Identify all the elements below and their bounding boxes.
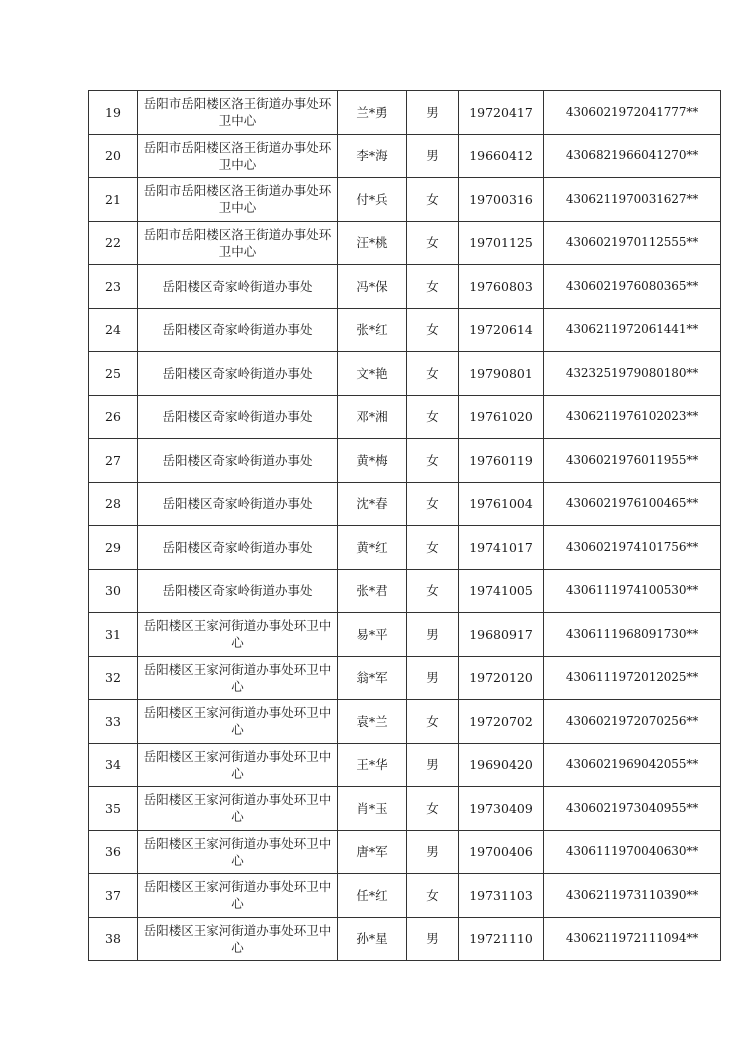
- id-number-cell: 4306021972041777**: [544, 91, 721, 135]
- person-name-cell: 张*君: [338, 569, 407, 613]
- table-row: [89, 134, 721, 178]
- work-unit-cell: 岳阳市岳阳楼区洛王街道办事处环卫中心: [138, 134, 338, 178]
- person-name-cell: 袁*兰: [338, 700, 407, 744]
- id-number-cell: 4306111970040630**: [544, 830, 721, 874]
- birth-date-cell: 19741005: [459, 569, 544, 613]
- gender-cell: 女: [407, 352, 459, 396]
- work-unit-cell: 岳阳市岳阳楼区洛王街道办事处环卫中心: [138, 178, 338, 222]
- id-number-cell: 4306821966041270**: [544, 134, 721, 178]
- person-name-cell: 张*红: [338, 308, 407, 352]
- work-unit-cell: 岳阳市岳阳楼区洛王街道办事处环卫中心: [138, 91, 338, 135]
- row-number-cell: 33: [89, 700, 138, 744]
- id-number-cell: 4306021976080365**: [544, 265, 721, 309]
- person-name-cell: 肖*玉: [338, 787, 407, 831]
- table-row: [89, 787, 721, 831]
- person-name-cell: 任*红: [338, 874, 407, 918]
- table-row: [89, 569, 721, 613]
- row-number-cell: 34: [89, 743, 138, 787]
- birth-date-cell: 19721110: [459, 917, 544, 961]
- gender-cell: 女: [407, 308, 459, 352]
- work-unit-cell: 岳阳楼区王家河街道办事处环卫中心: [138, 656, 338, 700]
- work-unit-cell: 岳阳楼区奇家岭街道办事处: [138, 482, 338, 526]
- person-name-cell: 邓*湘: [338, 395, 407, 439]
- gender-cell: 男: [407, 656, 459, 700]
- gender-cell: 男: [407, 613, 459, 657]
- id-number-cell: 4306211973110390**: [544, 874, 721, 918]
- birth-date-cell: 19720417: [459, 91, 544, 135]
- row-number-cell: 20: [89, 134, 138, 178]
- birth-date-cell: 19660412: [459, 134, 544, 178]
- gender-cell: 男: [407, 743, 459, 787]
- person-name-cell: 唐*军: [338, 830, 407, 874]
- id-number-cell: 4306021969042055**: [544, 743, 721, 787]
- table-row: [89, 482, 721, 526]
- person-name-cell: 孙*星: [338, 917, 407, 961]
- id-number-cell: 4306211972111094**: [544, 917, 721, 961]
- work-unit-cell: 岳阳楼区奇家岭街道办事处: [138, 526, 338, 570]
- birth-date-cell: 19720702: [459, 700, 544, 744]
- birth-date-cell: 19720120: [459, 656, 544, 700]
- gender-cell: 男: [407, 134, 459, 178]
- person-name-cell: 易*平: [338, 613, 407, 657]
- row-number-cell: 21: [89, 178, 138, 222]
- gender-cell: 女: [407, 874, 459, 918]
- table-row: [89, 874, 721, 918]
- id-number-cell: 4306021976100465**: [544, 482, 721, 526]
- person-name-cell: 黄*红: [338, 526, 407, 570]
- gender-cell: 女: [407, 526, 459, 570]
- table-row: [89, 917, 721, 961]
- birth-date-cell: 19720614: [459, 308, 544, 352]
- birth-date-cell: 19730409: [459, 787, 544, 831]
- person-name-cell: 沈*春: [338, 482, 407, 526]
- gender-cell: 男: [407, 830, 459, 874]
- birth-date-cell: 19741017: [459, 526, 544, 570]
- row-number-cell: 36: [89, 830, 138, 874]
- table-row: [89, 395, 721, 439]
- table-row: [89, 308, 721, 352]
- gender-cell: 女: [407, 787, 459, 831]
- table-row: [89, 91, 721, 135]
- work-unit-cell: 岳阳楼区奇家岭街道办事处: [138, 439, 338, 483]
- table-row: [89, 830, 721, 874]
- work-unit-cell: 岳阳楼区奇家岭街道办事处: [138, 308, 338, 352]
- row-number-cell: 37: [89, 874, 138, 918]
- work-unit-cell: 岳阳楼区王家河街道办事处环卫中心: [138, 787, 338, 831]
- work-unit-cell: 岳阳楼区王家河街道办事处环卫中心: [138, 874, 338, 918]
- person-name-cell: 兰*勇: [338, 91, 407, 135]
- table-row: [89, 700, 721, 744]
- person-name-cell: 王*华: [338, 743, 407, 787]
- id-number-cell: 4306111974100530**: [544, 569, 721, 613]
- person-name-cell: 付*兵: [338, 178, 407, 222]
- row-number-cell: 30: [89, 569, 138, 613]
- row-number-cell: 27: [89, 439, 138, 483]
- birth-date-cell: 19731103: [459, 874, 544, 918]
- birth-date-cell: 19700316: [459, 178, 544, 222]
- birth-date-cell: 19680917: [459, 613, 544, 657]
- person-name-cell: 汪*桃: [338, 221, 407, 265]
- work-unit-cell: 岳阳楼区王家河街道办事处环卫中心: [138, 743, 338, 787]
- work-unit-cell: 岳阳市岳阳楼区洛王街道办事处环卫中心: [138, 221, 338, 265]
- person-name-cell: 李*海: [338, 134, 407, 178]
- work-unit-cell: 岳阳楼区王家河街道办事处环卫中心: [138, 613, 338, 657]
- person-name-cell: 文*艳: [338, 352, 407, 396]
- id-number-cell: 4306021976011955**: [544, 439, 721, 483]
- gender-cell: 女: [407, 569, 459, 613]
- gender-cell: 女: [407, 178, 459, 222]
- table-row: [89, 221, 721, 265]
- birth-date-cell: 19690420: [459, 743, 544, 787]
- id-number-cell: 4306111968091730**: [544, 613, 721, 657]
- person-name-cell: 冯*保: [338, 265, 407, 309]
- roster-table: [88, 90, 721, 961]
- table-row: [89, 178, 721, 222]
- gender-cell: 男: [407, 917, 459, 961]
- table-row: [89, 743, 721, 787]
- birth-date-cell: 19701125: [459, 221, 544, 265]
- table-row: [89, 613, 721, 657]
- birth-date-cell: 19700406: [459, 830, 544, 874]
- work-unit-cell: 岳阳楼区奇家岭街道办事处: [138, 265, 338, 309]
- gender-cell: 女: [407, 439, 459, 483]
- id-number-cell: 4323251979080180**: [544, 352, 721, 396]
- row-number-cell: 24: [89, 308, 138, 352]
- work-unit-cell: 岳阳楼区王家河街道办事处环卫中心: [138, 700, 338, 744]
- id-number-cell: 4306211970031627**: [544, 178, 721, 222]
- work-unit-cell: 岳阳楼区王家河街道办事处环卫中心: [138, 917, 338, 961]
- person-name-cell: 黄*梅: [338, 439, 407, 483]
- id-number-cell: 4306021974101756**: [544, 526, 721, 570]
- id-number-cell: 4306211976102023**: [544, 395, 721, 439]
- row-number-cell: 35: [89, 787, 138, 831]
- table-row: [89, 265, 721, 309]
- row-number-cell: 32: [89, 656, 138, 700]
- gender-cell: 女: [407, 482, 459, 526]
- person-name-cell: 翁*军: [338, 656, 407, 700]
- row-number-cell: 28: [89, 482, 138, 526]
- birth-date-cell: 19760803: [459, 265, 544, 309]
- table-row: [89, 526, 721, 570]
- id-number-cell: 4306211972061441**: [544, 308, 721, 352]
- id-number-cell: 4306021973040955**: [544, 787, 721, 831]
- gender-cell: 女: [407, 395, 459, 439]
- gender-cell: 女: [407, 700, 459, 744]
- work-unit-cell: 岳阳楼区奇家岭街道办事处: [138, 569, 338, 613]
- work-unit-cell: 岳阳楼区奇家岭街道办事处: [138, 352, 338, 396]
- roster-table-body: [89, 91, 721, 961]
- gender-cell: 女: [407, 265, 459, 309]
- row-number-cell: 23: [89, 265, 138, 309]
- id-number-cell: 4306021972070256**: [544, 700, 721, 744]
- row-number-cell: 25: [89, 352, 138, 396]
- work-unit-cell: 岳阳楼区王家河街道办事处环卫中心: [138, 830, 338, 874]
- gender-cell: 女: [407, 221, 459, 265]
- row-number-cell: 26: [89, 395, 138, 439]
- gender-cell: 男: [407, 91, 459, 135]
- row-number-cell: 29: [89, 526, 138, 570]
- row-number-cell: 38: [89, 917, 138, 961]
- birth-date-cell: 19761020: [459, 395, 544, 439]
- table-row: [89, 352, 721, 396]
- birth-date-cell: 19790801: [459, 352, 544, 396]
- id-number-cell: 4306021970112555**: [544, 221, 721, 265]
- row-number-cell: 22: [89, 221, 138, 265]
- work-unit-cell: 岳阳楼区奇家岭街道办事处: [138, 395, 338, 439]
- row-number-cell: 31: [89, 613, 138, 657]
- row-number-cell: 19: [89, 91, 138, 135]
- table-row: [89, 439, 721, 483]
- birth-date-cell: 19760119: [459, 439, 544, 483]
- table-row: [89, 656, 721, 700]
- id-number-cell: 4306111972012025**: [544, 656, 721, 700]
- birth-date-cell: 19761004: [459, 482, 544, 526]
